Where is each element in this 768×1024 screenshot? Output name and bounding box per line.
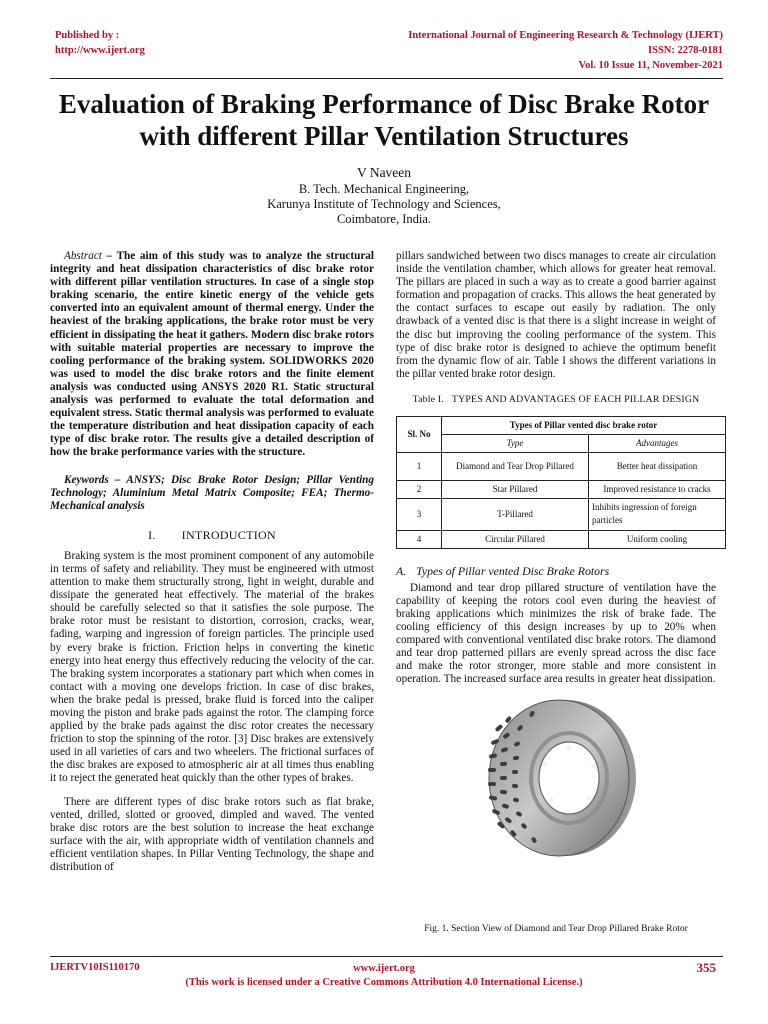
row-advantage: Better heat dissipation xyxy=(589,453,726,481)
subsection-letter: A. xyxy=(396,563,407,578)
abstract xyxy=(50,250,374,460)
section-title: INTRODUCTION xyxy=(181,527,276,542)
intro-paragraph-2: There are different types of disc brake rotors such as flat brake, vented, drilled, slotted or grooved, dimpled and waved. The vented brake disc rotors are the best solution to increase the heat exchange surface with the air, with appropriate width of ventilation channels and efficient ventilation shapes. In Pillar Venting Technology, the shape and distribution of xyxy=(50,795,374,874)
section-number: I. xyxy=(148,527,156,542)
row-advantage: Uniform cooling xyxy=(589,530,726,548)
table-caption-text: TYPES AND ADVANTAGES OF EACH PILLAR DESIGN xyxy=(451,393,700,405)
table-row xyxy=(397,453,726,481)
subsection-title: Types of Pillar vented Disc Brake Rotors xyxy=(416,563,610,578)
volume-issue: Vol. 10 Issue 11, November-2021 xyxy=(578,60,723,71)
page-number: 355 xyxy=(696,960,716,975)
author-location: Coimbatore, India. xyxy=(336,212,432,226)
issn: ISSN: 2278-0181 xyxy=(648,45,723,56)
row-number: 2 xyxy=(397,481,442,499)
intro-paragraph-3: pillars sandwiched between two discs manages to create air circulation inside the ventilation chamber, which allows for greater heat removal. The pillars are placed in such a way as to create a good barrier against formation and propagation of cracks. This allows the heat generated by the contact surfaces to escape out easily by radiation. The only drawback of a vented disc is that there is a slight increase in weight of the disc but improving the cooling performance of the system. This type of disc brake rotor is designed to achieve the optimum benefit from the dynamic flow of air. Table I shows the different variations in the pillar vented brake rotor design. xyxy=(396,250,716,380)
row-type: Diamond and Tear Drop Pillared xyxy=(442,453,589,481)
published-by-label: Published by : xyxy=(55,30,120,41)
footer-divider xyxy=(50,956,723,957)
col-header-advantages: Advantages xyxy=(589,435,726,453)
pillar-design-table xyxy=(396,416,726,549)
footer-center xyxy=(0,962,768,990)
abstract-label: Abstract xyxy=(64,250,102,262)
header-right xyxy=(408,28,723,73)
subsection-heading xyxy=(396,565,716,578)
section-heading-introduction xyxy=(50,529,374,542)
author-block xyxy=(0,165,768,227)
journal-url-link[interactable]: http://www.ijert.org xyxy=(55,45,145,56)
brake-rotor-figure xyxy=(471,696,641,861)
header-divider xyxy=(50,78,723,79)
table-subheader-row xyxy=(397,435,726,453)
table-row xyxy=(397,499,726,530)
row-type: Star Pillared xyxy=(442,481,589,499)
row-number: 1 xyxy=(397,453,442,481)
paper-title: Evaluation of Braking Performance of Disc Brake Rotor with different Pillar Ventilation Structures xyxy=(58,89,710,151)
left-column xyxy=(50,250,374,884)
col-header-type: Type xyxy=(442,435,589,453)
row-number: 3 xyxy=(397,499,442,530)
table-caption-prefix: Table I. xyxy=(412,393,444,405)
row-type: Circular Pillared xyxy=(442,530,589,548)
abstract-text: – The aim of this study was to analyze the structural integrity and heat dissipation characteristics of disc brake rotor with different pillar ventilation structures. In case of a single stop braking scenario, the entire kinetic energy of the vehicle gets converted into an equivalent amount of thermal energy. Under the heaviest of the braking applications, the brake rotor must be very efficient in dissipating the heat it gathers. Modern disc brake rotors with suitable material properties are necessary to improve the cooling performance of the braking system. SOLIDWORKS 2020 was used to model the disc brake rotors and the finite element analysis was conducted using ANSYS 2020 R1. Static structural analysis was performed to evaluate the total deformation and equivalent stress. Static thermal analysis was performed to evaluate the temperature distribution and heat dissipation capacity of each type of disc brake rotor. The results give a detailed description of how the brake performance varies with the structure. xyxy=(50,250,374,459)
row-advantage: Inhibits ingression of foreign particles xyxy=(589,499,726,530)
keywords-text: – ANSYS; Disc Brake Rotor Design; Pillar Venting Technology; Aluminium Metal Matrix Composite; FEA; Thermo-Mechanical analysis xyxy=(50,473,374,512)
keywords xyxy=(50,474,374,513)
table-header-row xyxy=(397,417,726,435)
license-text: (This work is licensed under a Creative Commons Attribution 4.0 International License.) xyxy=(185,977,583,988)
col-header-group: Types of Pillar vented disc brake rotor xyxy=(442,417,726,435)
subsection-paragraph: Diamond and tear drop pillared structure of ventilation have the capability of keeping the rotors cool even during the heaviest of braking applications which minimizes the risk of brake fade. The cooling efficiency of this design increases by up to 20% when compared with conventional ventilated disc brake rotors. The diamond and tear drop patterned pillars are evenly spread across the disc face and make the rotor stronger, more stable and more consistent in operation. The increased surface area results in greater heat dissipation. xyxy=(396,581,716,686)
figure-caption: Fig. 1. Section View of Diamond and Tear Drop Pillared Brake Rotor xyxy=(424,924,688,934)
intro-paragraph-1: Braking system is the most prominent component of any automobile in terms of safety and reliability. They must be engineered with utmost attention to make them structurally strong, light in weight, durable and dissipate the generated heat effectively. The material of the brakes should be carefully selected so that it satisfies the sole purpose. The brake rotor must be resistant to distortion, corrosion, cracks, wear, fading, warping and ingression of foreign particles. The principle used by every brake is friction. Friction helps in converting the kinetic energy into heat energy thus effectively reducing the velocity of the car. The braking system incorporates a stationary part which when comes in contact with a moving one develops friction. In case of disc brakes, when the brake pedal is pressed, brake fluid is forced into the caliper moving the piston and brake pads against the rotor. The clamping force applied by the brake pads against the disc rotor creates the necessary friction to stop the spinning of the rotor. [3] Disc brakes are extensively used in all varieties of cars and two wheelers. The frictional surfaces of the disc brakes are exposed to atmospheric air at all times thus enabling it to reject the generated heat quickly than the other types of brakes. xyxy=(50,549,374,785)
paper-id: IJERTV10IS110170 xyxy=(50,962,140,973)
header-left xyxy=(55,28,145,58)
col-header-slno: Sl. No xyxy=(397,417,442,453)
author-degree: B. Tech. Mechanical Engineering, xyxy=(298,182,470,196)
footer-url-link[interactable]: www.ijert.org xyxy=(353,963,415,974)
table-row xyxy=(397,530,726,548)
journal-name: International Journal of Engineering Research & Technology (IJERT) xyxy=(408,30,723,41)
table-row xyxy=(397,481,726,499)
table-caption xyxy=(396,393,716,406)
row-advantage: Improved resistance to cracks xyxy=(589,481,726,499)
rotor-hub-opening xyxy=(539,742,599,814)
author-name: V Naveen xyxy=(356,165,412,180)
keywords-label: Keywords xyxy=(64,473,109,486)
row-number: 4 xyxy=(397,530,442,548)
right-column xyxy=(396,250,716,861)
author-institute: Karunya Institute of Technology and Sciences, xyxy=(267,197,501,211)
row-type: T-Pillared xyxy=(442,499,589,530)
